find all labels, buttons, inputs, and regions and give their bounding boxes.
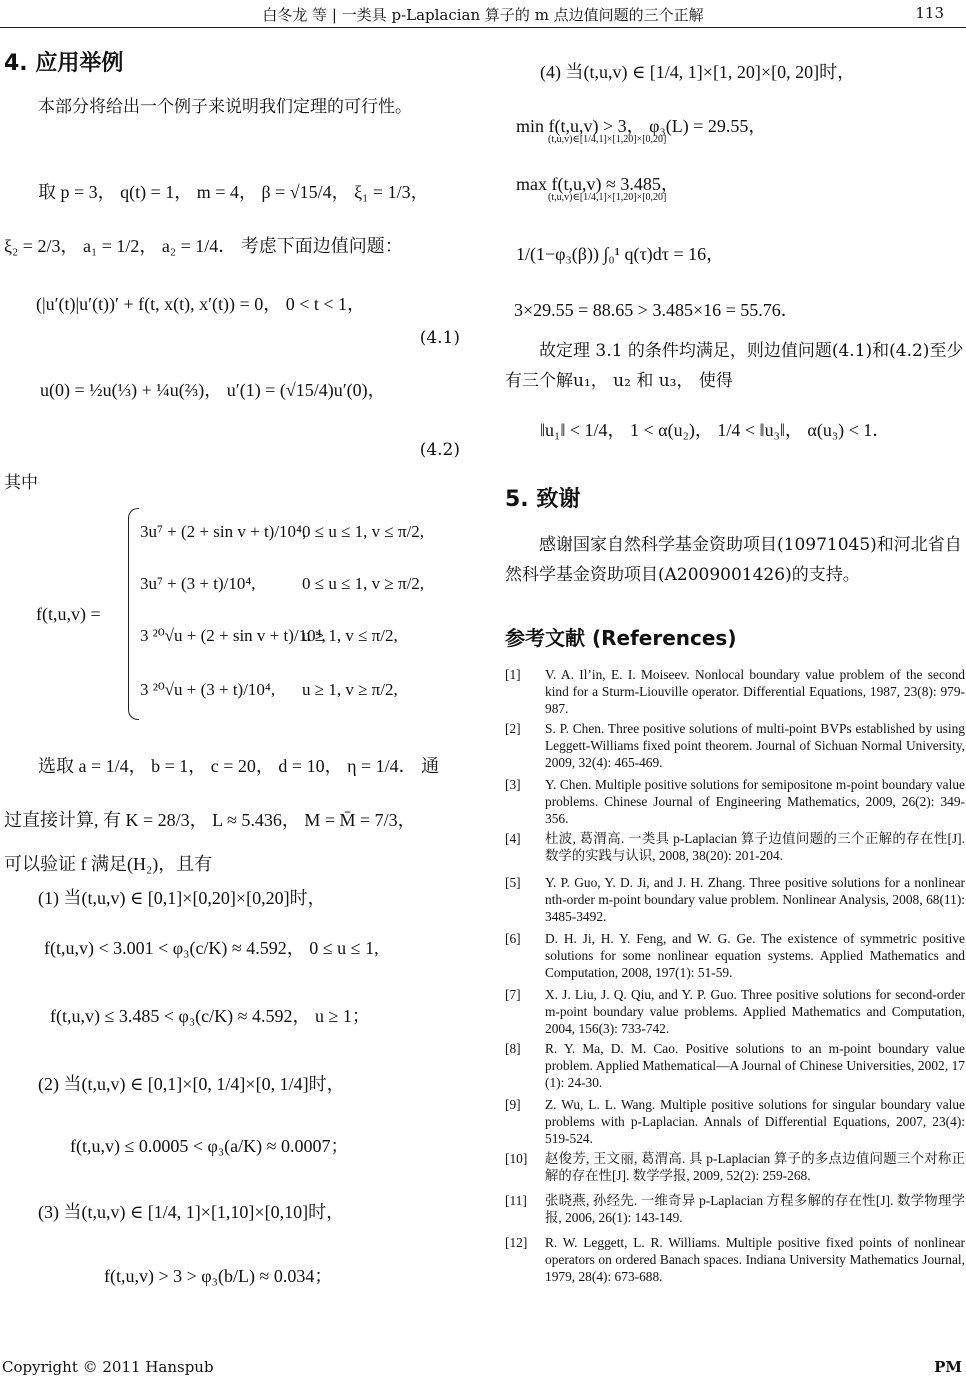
reference-item: [10] 赵俊芳, 王文丽, 葛渭高. 具 p-Laplacian 算子的多点边值问题三个对称正解的存在性[J]. 数学学报, 2009, 52(2): 259-268. <box>505 1151 965 1183</box>
reference-item: [8] R. Y. Ma, D. M. Cao. Positive solutions to an m-point boundary value problem. Applied Mathematical—A Journal of Chinese Universities, 2002, 17 (1): 24-30. <box>505 1041 965 1090</box>
equation-number-4-1: (4.1) <box>419 328 460 348</box>
reference-item: [11] 张晓燕, 孙经先. 一维奇异 p-Laplacian 方程多解的存在性[J]. 数学物理学报, 2006, 26(1): 143-149. <box>505 1193 965 1225</box>
case-cond-4: u ≥ 1, v ≥ π/2, <box>302 680 398 699</box>
integral-line: 1/(1−φ₃(β)) ∫₀¹ q(τ)dτ = 16， <box>516 244 725 264</box>
intro-paragraph: 本部分将给出一个例子来说明我们定理的可行性。 <box>38 97 412 117</box>
running-title: 白冬龙 等 | 一类具 p-Laplacian 算子的 m 点边值问题的三个正解 <box>262 6 704 24</box>
case-cond-3: u ≥ 1, v ≤ π/2, <box>302 626 398 645</box>
min-line: min f(t,u,v) > 3， φ₃(L) = 29.55， <box>516 116 767 136</box>
references-heading: 参考文献 (References) <box>505 626 737 650</box>
page-number: 113 <box>915 4 944 22</box>
computed-constants: 过直接计算, 有 K = 28/3， L ≈ 5.436， M = M̄ = 7/3， <box>4 810 416 830</box>
choose-params: 选取 a = 1/4， b = 1， c = 20， d = 10， η = 1/4． 通 <box>38 756 440 776</box>
case-1-inequality-a: f(t,u,v) < 3.001 < φ₃(c/K) ≈ 4.592， 0 ≤ u ≤ 1, <box>44 938 379 958</box>
header-rule <box>0 27 966 28</box>
reference-item: [4] 杜波, 葛渭高. 一类具 p-Laplacian 算子边值问题的三个正解的存在性[J]. 数学的实践与认识, 2008, 38(20): 201-204. <box>505 831 965 863</box>
f-definition-lhs: f(t,u,v) = <box>36 604 101 624</box>
equation-4-2: u(0) = ½u(⅓) + ¼u(⅔)， u′(1) = (√15/4)u′(0)， <box>40 380 386 400</box>
verify-line: 可以验证 f 满足(H₂)，且有 <box>4 854 213 874</box>
footer-copyright: Copyright © 2011 Hanspub <box>2 1358 214 1376</box>
case-2-heading: (2) 当(t,u,v) ∈ [0,1]×[0, 1/4]×[0, 1/4]时， <box>38 1074 345 1094</box>
equation-4-1: (|u′(t)|u′(t))′ + f(t, x(t), x′(t)) = 0， 0 < t < 1， <box>36 294 365 314</box>
reference-item: [9] Z. Wu, L. L. Wang. Multiple positive solutions for singular boundary value problems with p-Laplacian. Annals of Differential Equations, 2007, 23(4): 519-524. <box>505 1097 965 1146</box>
case-4-heading: (4) 当(t,u,v) ∈ [1/4, 1]×[1, 20]×[0, 20]时， <box>540 62 856 82</box>
reference-item: [3] Y. Chen. Multiple positive solutions for semipositone m-point boundary value problems. Chinese Journal of Engineering Mathematics, 2009, 26(2): 349-356. <box>505 777 965 826</box>
case-expr-3: 3 ²⁰√u + (2 + sin v + t)/10⁴, <box>140 626 326 645</box>
case-expr-4: 3 ²⁰√u + (3 + t)/10⁴, <box>140 680 276 699</box>
reference-item: [1] V. A. Il’in, E. I. Moiseev. Nonlocal boundary value problem of the second kind for a Sturm-Liouville operator. Differential Equations, 1987, 23(8): 979-987. <box>505 667 965 716</box>
reference-item: [5] Y. P. Guo, Y. D. Ji, and J. H. Zhang. Three positive solutions for a nonlinear nth-order m-point boundary value problem. Nonlinear Analysis, 2008, 68(11): 3485-3492. <box>505 875 965 924</box>
reference-item: [2] S. P. Chen. Three positive solutions of multi-point BVPs established by using Leggett-Williams fixed point theorem. Journal of Sichuan Normal University, 2009, 32(4): 465-469. <box>505 721 965 770</box>
reference-item: [6] D. H. Ji, H. Y. Feng, and W. G. Ge. The existence of symmetric positive solutions for some nonlinear equation systems. Applied Mathematics and Computation, 2008, 197(1): 51-59. <box>505 931 965 980</box>
product-line: 3×29.55 = 88.65 > 3.485×16 = 55.76． <box>514 300 799 320</box>
case-3-inequality: f(t,u,v) > 3 > φ₃(b/L) ≈ 0.034； <box>104 1266 333 1286</box>
min-subscript: (t,u,v)∈[1/4,1]×[1,20]×[0,20] <box>548 134 667 145</box>
conclusion-paragraph: 故定理 3.1 的条件均满足，则边值问题(4.1)和(4.2)至少有三个解u₁， u₂ 和 u₃， 使得 <box>505 341 964 391</box>
case-1-heading: (1) 当(t,u,v) ∈ [0,1]×[0,20]×[0,20]时， <box>38 888 326 908</box>
reference-item: [7] X. J. Liu, J. Q. Qiu, and Y. P. Guo. Three positive solutions for second-order m-point boundary value problems. Applied Mathematics and Computation, 2004, 156(3): 733-742. <box>505 987 965 1036</box>
case-cond-1: 0 ≤ u ≤ 1, v ≤ π/2, <box>302 522 425 541</box>
params-line-1: 取 p = 3， q(t) = 1， m = 4， β = √15/4， ξ₁ = 1/3， <box>38 182 429 202</box>
case-2-inequality: f(t,u,v) ≤ 0.0005 < φ₃(a/K) ≈ 0.0007； <box>70 1136 349 1156</box>
case-expr-1: 3u⁷ + (2 + sin v + t)/10⁴, <box>140 522 307 541</box>
case-1-inequality-b: f(t,u,v) ≤ 3.485 < φ₃(c/K) ≈ 4.592， u ≥ 1； <box>50 1006 370 1026</box>
page-header <box>0 0 966 30</box>
max-subscript: (t,u,v)∈[1/4,1]×[1,20]×[0,20] <box>548 192 667 203</box>
max-line: max f(t,u,v) ≈ 3.485， <box>516 174 679 194</box>
params-line-2: ξ₂ = 2/3， a₁ = 1/2， a₂ = 1/4． 考虑下面边值问题： <box>4 236 403 256</box>
cases-brace <box>128 508 139 720</box>
case-expr-2: 3u⁷ + (3 + t)/10⁴, <box>140 574 256 593</box>
acknowledgement-text: 感谢国家自然科学基金资助项目(10971045)和河北省自然科学基金资助项目(A2009001426)的支持。 <box>505 535 962 585</box>
footer-journal: PM <box>934 1358 962 1376</box>
case-cond-2: 0 ≤ u ≤ 1, v ≥ π/2, <box>302 574 425 593</box>
solution-bounds: ‖u₁‖ < 1/4， 1 < α(u₂)， 1/4 < ‖u₃‖， α(u₃) < 1． <box>540 420 891 440</box>
section-heading-4: 4. 应用举例 <box>4 51 124 76</box>
where-label: 其中 <box>4 473 38 493</box>
equation-number-4-2: (4.2) <box>419 440 460 460</box>
section-heading-5: 5. 致谢 <box>505 487 581 512</box>
reference-item: [12] R. W. Leggett, L. R. Williams. Multiple positive fixed points of nonlinear operators on ordered Banach spaces. Indiana University Mathematics Journal, 1979, 28(4): 673-688. <box>505 1235 965 1284</box>
case-3-heading: (3) 当(t,u,v) ∈ [1/4, 1]×[1,10]×[0,10]时， <box>38 1202 345 1222</box>
